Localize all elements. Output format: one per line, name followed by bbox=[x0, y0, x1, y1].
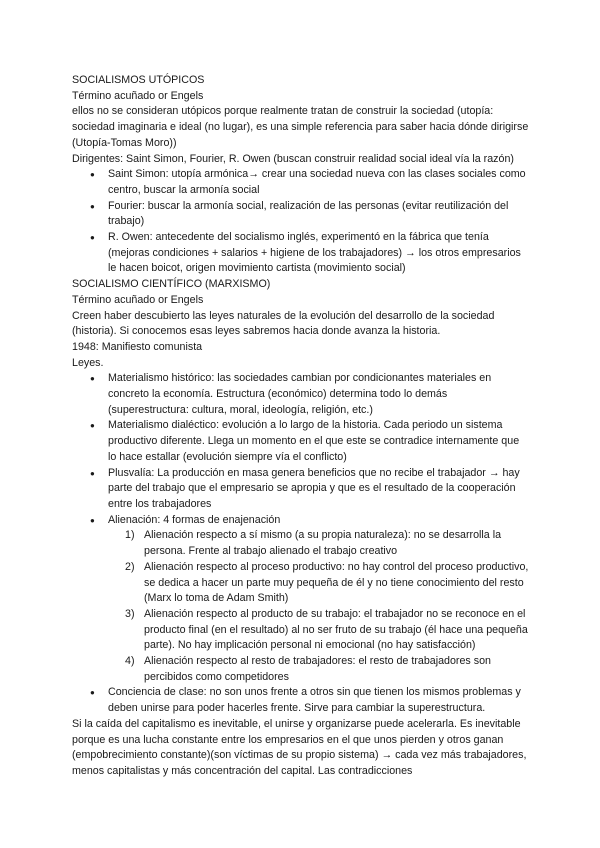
sub-list-number: 1) bbox=[125, 529, 135, 542]
termino-acunado-utopicos: Término acuñado or Engels bbox=[72, 89, 204, 102]
sub-list-number: 3) bbox=[125, 607, 135, 620]
list-item: ● Conciencia de clase: no son unos frente a otros sin que tienen los mismos problemas y deben unirse para poder hacerles frente. Sirve para cambiar la superestructura. bbox=[72, 685, 530, 716]
list-item: ● Fourier: buscar la armonía social, realización de las personas (evitar reutilización del trabajo) bbox=[72, 199, 530, 230]
list-item: ● Plusvalía: La producción en masa genera beneficios que no recibe el trabajador → hay parte del trabajo que el empresario se apropia y que es el resultado de la cooperación entre los trabajadores bbox=[72, 466, 530, 513]
utopicos-paragraph: ellos no se consideran utópicos porque realmente tratan de construir la sociedad (utopía: sociedad imaginaria e ideal (no lugar), es una simple referencia para saber hacia dónde dirigirse (Utopía-Tomas Moro)) bbox=[72, 105, 529, 149]
sub-list-text: Alienación respecto a sí mismo (a su propia naturaleza): no se desarrolla la persona. Frente al trabajo alienado el trabajo creativo bbox=[144, 529, 502, 558]
list-item: ● Materialismo histórico: las sociedades cambian por condicionantes materiales en concreto la economía. Estructura (económico) determina todo lo demás (superestructura: cultura, moral, ideología, religión, etc.) bbox=[72, 371, 530, 418]
dirigentes-line: Dirigentes: Saint Simon, Fourier, R. Owen (buscan construir realidad social ideal vía la razón) bbox=[72, 152, 514, 165]
sub-list-item bbox=[108, 560, 530, 607]
sub-list-number: 4) bbox=[125, 655, 135, 668]
leyes-list bbox=[72, 371, 530, 716]
sub-list-text: Alienación respecto al producto de su trabajo: el trabajador no se reconoce en el producto final (en el resultado) al no ser fruto de su trabajo (él hace una pequeña parte). No hay implicación personal ni emocional (no hay satisfacción) bbox=[144, 607, 528, 652]
leyes-label: Leyes. bbox=[72, 356, 104, 369]
heading-socialismos-utopicos: SOCIALISMOS UTÓPICOS bbox=[72, 74, 205, 86]
sub-list-text: Alienación respecto al resto de trabajadores: el resto de trabajadores son percibidos como competidores bbox=[144, 655, 491, 683]
list-item-alienacion bbox=[72, 513, 530, 686]
document-page bbox=[72, 73, 530, 780]
sub-list-text: Alienación respecto al proceso productivo: no hay control del proceso productivo, se dedica a hacer un parte muy pequeña de él y no tiene conocimiento del resto (Marx lo toma de Adam Smith) bbox=[144, 560, 529, 605]
heading-socialismo-cientifico: SOCIALISMO CIENTÍFICO (MARXISMO) bbox=[72, 278, 271, 291]
alienacion-label: Alienación: 4 formas de enajenación bbox=[108, 513, 281, 526]
manifiesto-line: 1948: Manifiesto comunista bbox=[72, 340, 203, 353]
final-paragraph: Si la caída del capitalismo es inevitable, el unirse y organizarse puede acelerarla. Es inevitable porque es una lucha constante entre los empresarios en el que unos pierden y otros ganan (empobrecimiento constante)(son víctimas de su propio sistema) → cada vez más trabajadores, menos capitalistas y más concentración del capital. Las contradicciones bbox=[72, 717, 527, 777]
sub-list-item bbox=[108, 607, 530, 654]
list-item: ● Saint Simon: utopía armónica→ crear una sociedad nueva con las clases sociales como centro, buscar la armonía social bbox=[72, 167, 530, 198]
list-item: ● R. Owen: antecedente del socialismo inglés, experimentó en la fábrica que tenía (mejoras condiciones + salarios + higiene de los trabajadores) → los otros empresarios le hacen boicot, origen movimiento cartista (movimiento social) bbox=[72, 230, 530, 277]
cientifico-paragraph: Creen haber descubierto las leyes naturales de la evolución del desarrollo de la sociedad (historia). Si conocemos esas leyes sabremos hacia donde avanza la historia. bbox=[72, 309, 495, 338]
termino-acunado-cientifico: Término acuñado or Engels bbox=[72, 293, 204, 306]
utopicos-list bbox=[72, 167, 530, 277]
sub-list-item bbox=[108, 528, 530, 559]
sub-list-number: 2) bbox=[125, 560, 135, 573]
sub-list-item bbox=[108, 654, 530, 685]
list-item: ● Materialismo dialéctico: evolución a lo largo de la historia. Cada periodo un sistema productivo diferente. Llega un momento en el que este se contradice internamente que lo hace estallar (evolución siempre vía el conflicto) bbox=[72, 418, 530, 465]
alienacion-sublist bbox=[108, 528, 530, 685]
